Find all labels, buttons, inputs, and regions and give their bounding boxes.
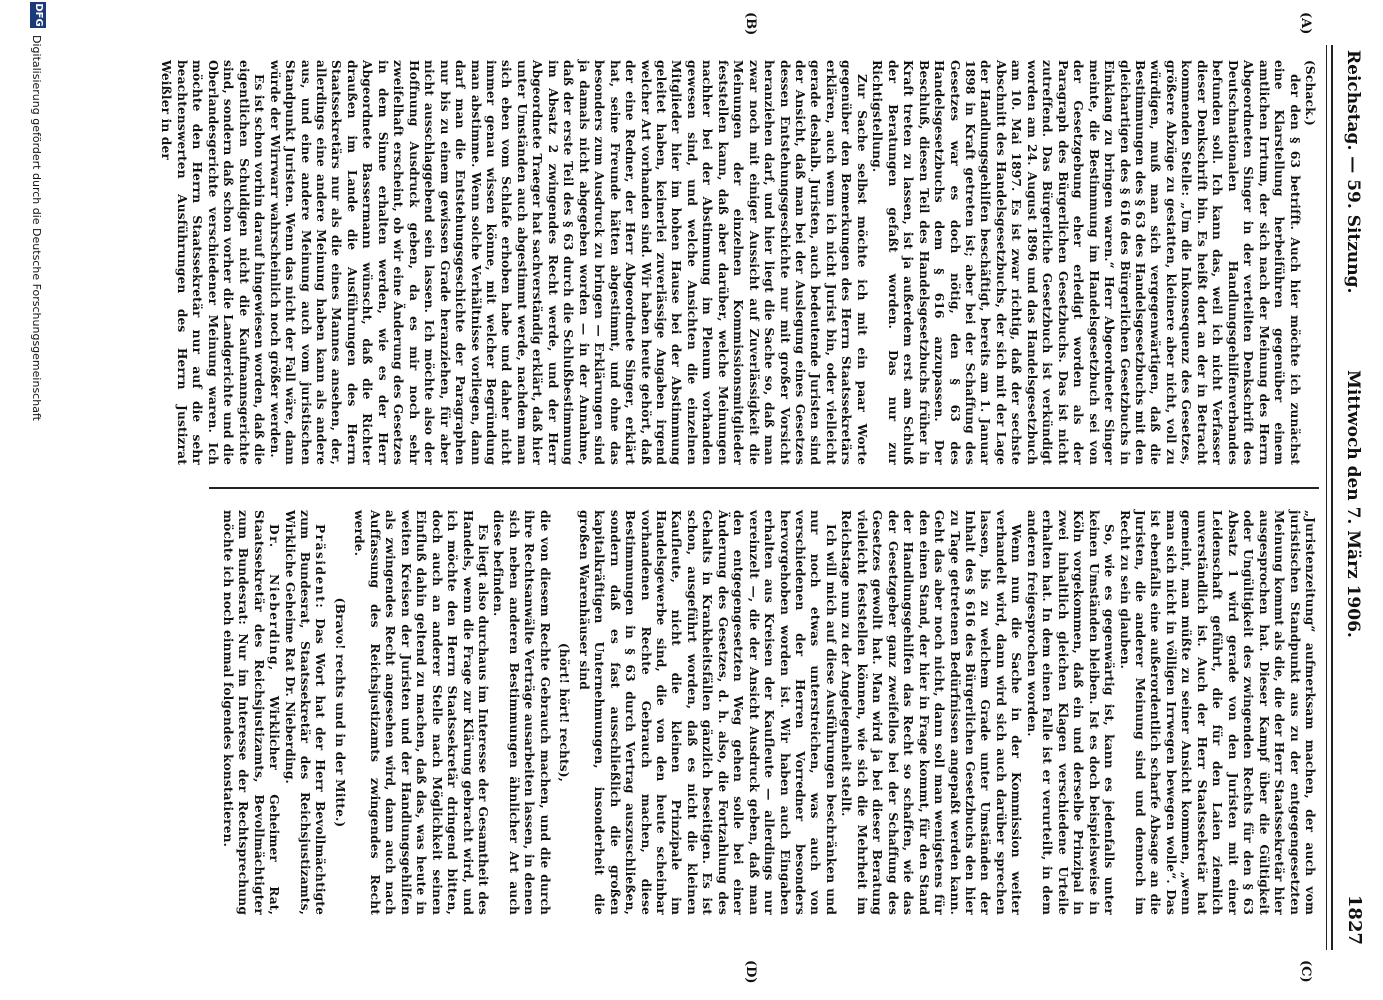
left-paragraph-3: Es ist schon vorhin darauf hingewiesen worden, daß die eigentlichen Schuldigen nicht die Kaufmannsgerichte sind, sondern daß schon vorher die Landgerichte und die Oberlandesgerichte verschiedener Meinung waren. Ich möchte den Herrn Staatssekretär nur auf die sehr beachtenswerten Ausführungen des Herrn Justizrat Weißler in der	[159, 60, 267, 465]
page-number: 1827	[1344, 894, 1365, 945]
nieberding-label: Dr. Nieberding,	[267, 524, 282, 672]
president-label: Präsident:	[313, 524, 328, 610]
header-rule-thin	[1326, 45, 1327, 950]
margin-label-a: (A)	[1298, 12, 1313, 35]
interjection-bravo: (Bravo! rechts und in der Mitte.)	[332, 597, 347, 828]
header-session: Reichstag. — 59. Sitzung.	[1343, 50, 1363, 294]
nieberding-text: Wirklicher Geheimer Rat, Staatssekretär des Reichsjustizamts, Bevollmächtigter zum Bundesrat: Nur im Interesse der Rechtsprechung möchte ich noch einmal folgendes konstatieren.	[220, 510, 282, 915]
page-header	[1339, 50, 1369, 945]
right-paragraph-5: die von diesem Rechte Gebrauch machen, und die durch ihre Rechtsanwälte Verträge ausarbeiten lassen, in denen sich neben anderen Bestimmungen ähnlicher Art auch diese befinden.	[491, 510, 552, 915]
header-date: Mittwoch den 7. März 1906.	[1343, 370, 1363, 638]
right-paragraph-1: „Juristenzeitung“ aufmerksam machen, der auch vom juristischen Standpunkt aus zu der entgegengesetzten Meinung kommt als die, die der Herr Staatssekretär hier ausgesprochen hat. Dieser Kampf über die Gültigkeit oder Ungültigkeit des zwingenden Rechts für den § 63 Absatz 1 wird gerade von den Juristen mit einer Leidenschaft geführt, die für den Laien ziemlich unverständlich ist. Auch der Herr Staatssekretär hat gemeint, man müßte zu seiner Ansicht kommen, „wenn man sich nicht in völligen Irrwegen bewegen wolle“. Das ist ebenfalls eine außerordentlich scharfe Absage an die Juristen, die anderer Meinung sind und dennoch im Recht zu sein glauben.	[1117, 510, 1317, 915]
speaker-tag: (Schack.)	[1303, 60, 1317, 126]
margin-label-c: (C)	[1298, 960, 1313, 983]
header-rule	[1331, 45, 1333, 950]
dfg-logo: DFG	[30, 2, 46, 28]
nieberding-statement	[219, 510, 281, 915]
column-divider	[209, 487, 1319, 489]
digitization-credit: Digitalisierung gefördert durch die Deutsche Forschungsgemeinschaft	[30, 35, 43, 421]
left-column	[159, 60, 1317, 465]
right-paragraph-3: Wenn nun die Sache in der Kommission weiter verhandelt wird, dann wird sich auch darüber sprechen lassen, bis zu welchem Grade unter Umständen der Inhalt des § 616 des Bürgerlichen Gesetzbuchs den hier zu Tage getretenen Bedürfnissen angepaßt werden kann. Geht das aber noch nicht, dann soll man wenigstens für den einen Stand, der hier in Frage kommt, für den Stand der Handlungsgehilfen das Recht so schaffen, wie das der Gesetzgeber ganz zweifellos bei der Schaffung des Gesetzes gewollt hat. Man wird ja bei dieser Beratung vielleicht feststellen können, wie sich die Mehrheit im Reichstage nun zu der Angelegenheit stellt.	[839, 510, 1024, 915]
interjection-hoert: (hört! hört! rechts),	[557, 642, 572, 783]
right-paragraph-6: Es liegt also durchaus im Interesse der Gesamtheit des Handels, wenn die Frage zur Klärung gebracht wird, und ich möchte den Herrn Staatssekretär dringend bitten, doch auch an anderer Stelle nach Möglichkeit seinen Einfluß dahin geltend zu machen, daß das, was heute in weiten Kreisen der Juristen und der Handlungsgehilfen als zwingendes Recht angesehen wird, dann auch nach Auffassung des Reichsjustizamts zwingendes Recht werde.	[352, 510, 490, 915]
left-paragraph-2: Zur Sache selbst möchte ich mit ein paar Worte gegenüber den Bemerkungen des Herrn Staatssekretärs erklären, auch wenn ich nicht Jurist bin, oder vielleicht gerade deshalb. Juristen, auch bedeutende Juristen sind der Ansicht, daß man bei der Auslegung eines Gesetzes dessen Entstehungsgeschichte nur mit großer Vorsicht heranziehen darf, und hier liegt die Sache so, daß man zwar noch mit einiger Aussicht auf Zuverlässigkeit die Meinungen der einzelnen Kommissionsmitglieder feststellen kann, daß aber darüber, welche Meinungen nachher bei der Abstimmung im Plenum vorhanden gewesen sind, und welche Ansichten die einzelnen Mitglieder hier im hohen Hause bei der Abstimmung geleitet haben, keinerlei zuverlässige Angaben irgend welcher Art vorhanden sind. Wir haben heute gehört, daß der eine Redner, der Herr Abgeordnete Singer, erklärt hat, seine Freunde hätten abgestimmt, und ohne das besonders zum Ausdruck zu bringen — Erklärungen sind ja damals nicht abgegeben worden — in der Annahme, daß der erste Teil des § 63 durch die Schlußbestimmung im Absatz 2 zwingendes Recht werde, und der Herr Abgeordnete Traeger hat sachverständig erklärt, daß hier unter Umständen auch abgestimmt werde, nachdem man sich eben vom Schlafe erhoben habe und daher nicht immer genau wissen könne, mit welcher Begründung man abstimme. Wenn solche Verhältnisse vorliegen, dann darf man die Entstehungsgeschichte der Paragraphen nur bis zu einem gewissen Grade heranziehen, für aber nicht ausschlaggebend sein lassen. Ich möchte also der Hoffnung Ausdruck geben, da es mir noch sehr zweifelhaft erscheint, ob wir eine Änderung des Gesetzes in dem Sinne erhalten werden, wie es der Herr Abgeordnete Bassermann wünscht, daß die Richter draußen im Lande die Ausführungen des Herrn Staatssekretärs nur als die eines Mannes ansehen, der, allerdings eine andere Meinung haben kann als andere aus, und eine andere Meinung auch vom juristischen Standpunkt Juristen. Wenn das nicht der Fall wäre, dann würde der Wirrwarr wahrscheinlich noch größer werden.	[267, 60, 869, 465]
right-column	[207, 510, 1317, 915]
margin-label-d: (D)	[743, 960, 758, 984]
right-paragraph-2: So, wie es gegenwärtig ist, kann es jedenfalls unter keinen Umständen bleiben. Ist es doch beispielsweise in Köln vorgekommen, daß ein und derselbe Prinzipal in zwei inhaltlich gleichen Klagen verschiedene Urteile erhalten hat. In dem einen Falle ist er verurteilt, in dem anderen freigesprochen worden.	[1024, 510, 1117, 915]
president-text: Das Wort hat der Herr Bevollmächtigte zum Bundesrat, Staatssekretär des Reichsjustizamts, Wirkliche Geheime Rat Dr. Nieberding.	[282, 510, 328, 915]
left-paragraph-1: der den § 63 betrifft. Auch hier möchte ich zunächst eine Klarstellung herbeiführen gegenüber einem amtlichen Irrtum, der sich nach der Meinung des Herrn Abgeordneten Singer in der verteilten Denkschrift des Deutschnationalen Handlungsgehilfenverbandes befunden soll. Ich kann das, weil ich nicht Verfasser dieser Denkschrift bin. Es heißt dort an der in Betracht kommenden Stelle: „Um die Inkonsequenz des Gesetzes, größere Abzüge zu gestatten, kleinere aber nicht, voll zu würdigen, muß man sich vergegenwärtigen, daß die Bestimmungen des § 63 des Handelsgesetzbuchs mit den gleichartigen des § 616 des Bürgerlichen Gesetzbuchs in Einklang zu bringen waren.“ Herr Abgeordneter Singer meinte, die Bestimmung im Handelsgesetzbuch sei von der Gesetzgebung eher erledigt worden als der Paragraph des Bürgerlichen Gesetzbuchs. Das ist nicht zutreffend. Das Bürgerliche Gesetzbuch ist verkündigt worden am 24. August 1896 und das Handelsgesetzbuch am 10. Mai 1897. Es ist zwar richtig, daß der sechste Abschnitt des Handelsgesetzbuchs, der sich mit der Lage der Handlungsgehilfen beschäftigt, bereits am 1. Januar 1898 in Kraft getreten ist; aber bei der Schaffung des Gesetzes war es doch nötig, den § 63 des Handelsgesetzbuchs dem § 616 anzupassen. Der Beschluß, diesen Teil des Handelsgesetzbuchs früher in Kraft treten zu lassen, ist ja außerdem erst am Schluß der Beratungen gefaßt worden. Das nur zur Richtigstellung.	[870, 60, 1302, 465]
right-paragraph-4: Ich will mich auf diese Ausführungen beschränken und nur noch etwas unterstreichen, was auch von verschiedenen der Herren Vorredner besonders hervorgehoben worden ist. Wir haben auch Eingaben erhalten aus Kreisen der Kaufleute — allerdings nur vereinzelt —, die der Ansicht Ausdruck geben, daß man den entgegengesetzten Weg gehen solle bei einer Änderung des Gesetzes, d. h. also, die Fortzahlung des Gehalts in Krankheitsfällen gänzlich beseitigen. Es ist schon, ausgeführt worden, daß es nicht die kleinen Kaufleute, nicht die kleinen Prinzipale im Handelsgewerbe sind, die von den heute scheinbar vorhandenen Rechte Gebrauch machen, diese Bestimmungen in § 63 durch Vertrag auszuschließen, sondern daß es fast ausschließlich die großen kapitalkräftigen Unternehmungen, insonderheit die großen Warenhäuser sind	[576, 510, 838, 915]
president-statement	[281, 510, 327, 915]
margin-label-b: (B)	[743, 12, 758, 36]
